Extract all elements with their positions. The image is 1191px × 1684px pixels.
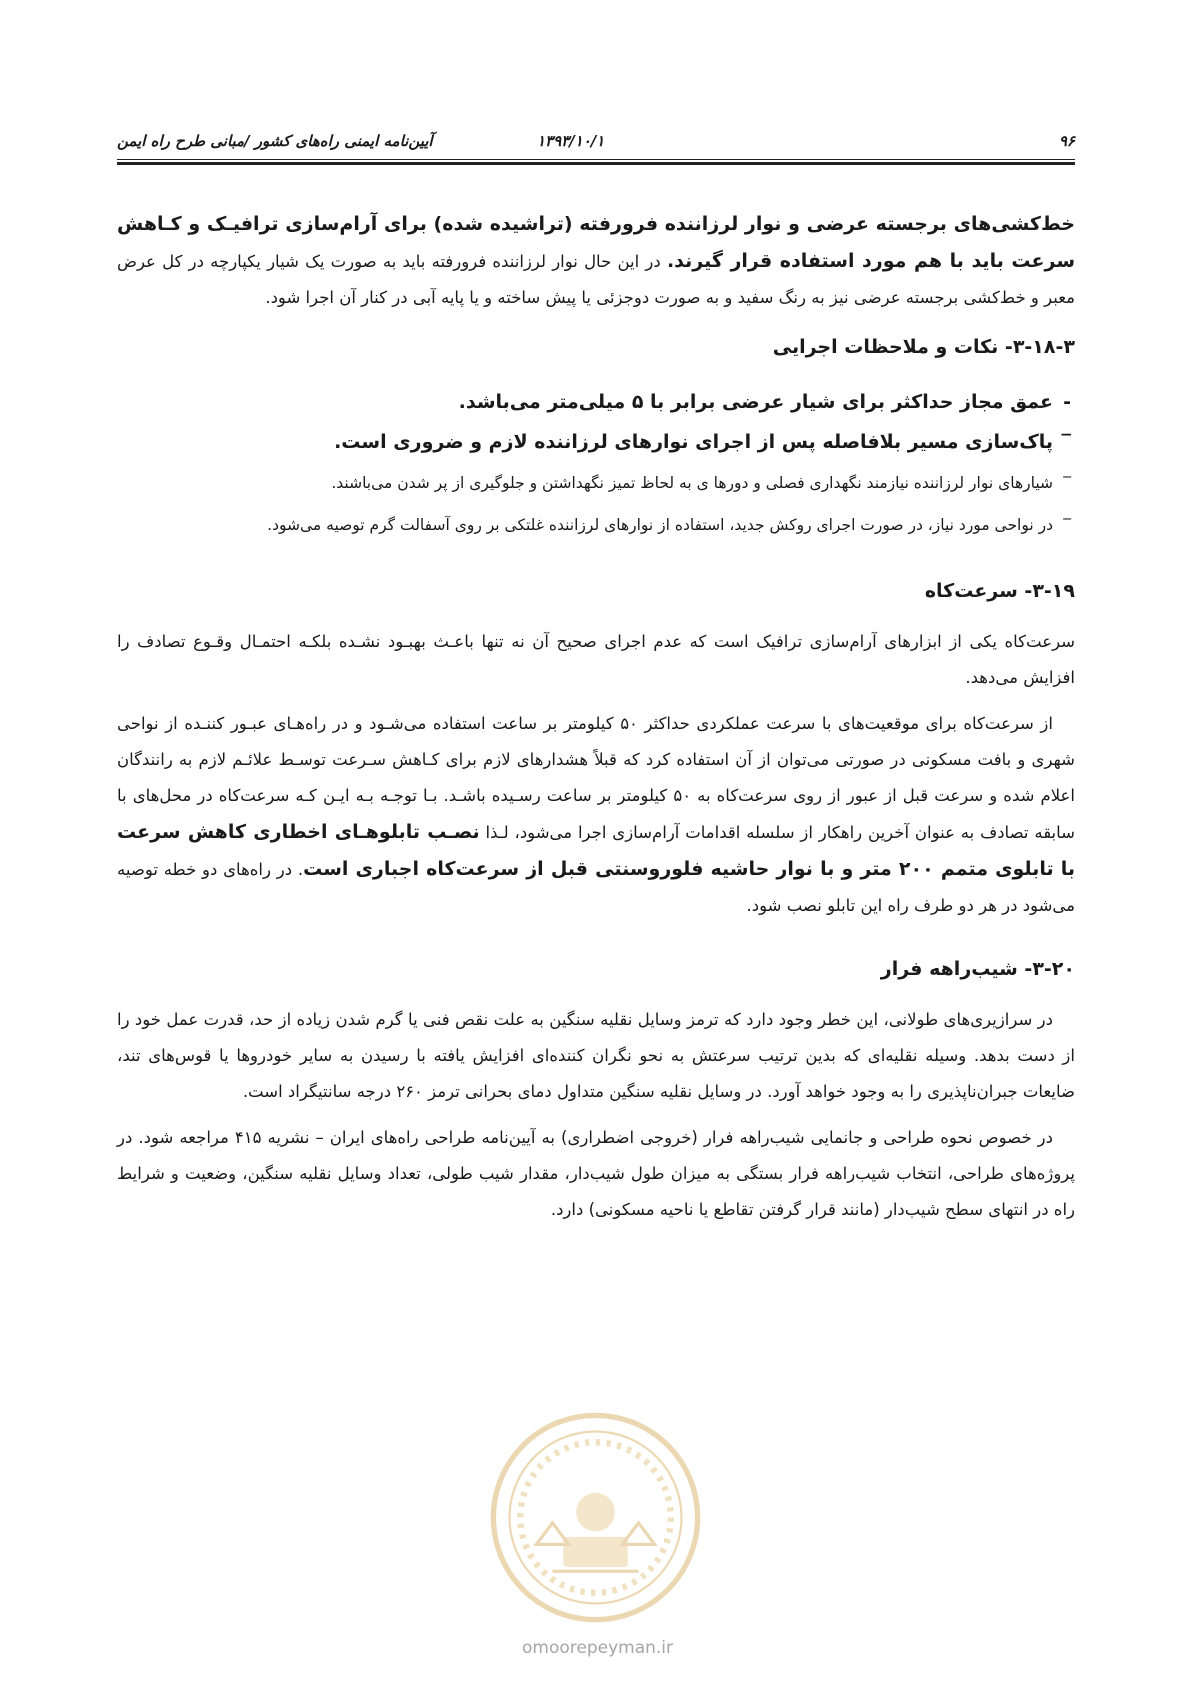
section-heading-18: ۳-۱۸-۳- نکات و ملاحظات اجرایی <box>772 336 1075 358</box>
speed-bump-tail-text: . در راه‌های دو خطه توصیه می‌شود در هر دو طرف راه این تابلو نصب شود. <box>117 860 1075 915</box>
bullet-dash: ‾ <box>1063 516 1071 534</box>
intro-text: در این حال نوار لرزاننده فرورفته باید به صورت یک شیار یکپارچه در کل عرض معبر و خط‌کشی برجسته عرضی نیز به رنگ سفید و به صورت دوجزئی یا پیش ساخته و یا پایه آبی در کنار آن اجرا شود. <box>117 252 1075 307</box>
list-item <box>117 462 1075 504</box>
running-header <box>117 128 1075 168</box>
speed-bump-text: از سرعت‌کاه برای موقعیت‌های با سرعت عملکردی حداکثر ۵۰ کیلومتر بر ساعت استفاده می‌شـود و در راه‌هـای عبـور کننـده از نواحی شهری و بافت مسکونی در صورتی می‌توان از آن استفاده کرد که قبلاً هشدارهای لازم برای کـاهش سـرعت توسـط علائـم لازم به رانندگان اعلام شده و سرعت قبل از عبور از روی سرعت‌کاه به ۵۰ کیلومتر بر ساعت رسـیده باشـد. بـا توجـه بـه ایـن کـه سرعت‌کاه در محل‌های با سابقه تصادف به عنوان آخرین راهکار از سلسله اقدامات آرام‌سازی اجرا می‌شود، لـذا <box>117 714 1075 842</box>
escape-ramp-paragraph-1: در سرازیری‌های طولانی، این خطر وجود دارد که ترمز وسایل نقلیه سنگین به علت نقص فنی یا گرم شدن زیاده از حد، قدرت عمل خود را از دست بدهد. وسیله نقلیه‌ای که بدین ترتیب سرعتش به نحو نگران کننده‌ای افزایش یافته با رسیدن به سایر خودروها یا قوس‌های تند، ضایعات جبران‌ناپذیری را به وجود خواهد آورد. در وسایل نقلیه سنگین متداول دمای بحرانی ترمز ۲۶۰ درجه سانتیگراد است. <box>117 1010 1075 1101</box>
list-item-text: پاک‌سازی مسیر بلافاصله پس از اجرای نوارهای لرزاننده لازم و ضروری است. <box>334 431 1053 453</box>
speed-bump-paragraph-1: سرعت‌کاه یکی از ابزارهای آرام‌سازی ترافیک است که عدم اجرای صحیح آن نه تنها باعـث بهبـود نشـده بلکـه احتمـال وقـوع تصادف را افزایش می‌دهد. <box>117 632 1075 687</box>
speed-bump-bold-text: نصـب تابلوهـای اخطاری کاهش سرعت با تابلوی متمم ۲۰۰ متر و با نوار حاشیه فلوروسنتی قبل از سرعت‌کاه اجباری است <box>117 821 1075 880</box>
header-rule-thin <box>117 159 1075 160</box>
list-item-text: شیارهای نوار لرزاننده نیازمند نگهداری فصلی و دورها ی به لحاظ تمیز نگهداشتن و جلوگیری از پر شدن می‌باشند. <box>331 474 1053 492</box>
page-number: ۹۶ <box>1058 132 1075 150</box>
intro-bold-text: خط‌کشی‌های برجسته عرضی و نوار لرزاننده فرورفته (تراشیده شده) برای آرام‌سازی ترافیـک و کـاهش سرعت باید با هم مورد استفاده قرار گیرند. <box>117 213 1075 272</box>
list-item <box>117 382 1075 422</box>
header-rule-thick <box>117 162 1075 165</box>
execution-notes-list <box>117 382 1075 546</box>
header-date: ۱۳۹۳/۱۰/۱ <box>537 132 605 150</box>
list-item <box>117 504 1075 546</box>
list-item <box>117 422 1075 462</box>
seal-logo-icon <box>488 1410 703 1625</box>
bullet-dash: - <box>1063 391 1071 413</box>
bullet-dash: ‾ <box>1061 431 1071 453</box>
page-content <box>117 206 1075 1238</box>
list-item-text: عمق مجاز حداکثر برای شیار عرضی برابر با ۵ میلی‌متر می‌باشد. <box>458 391 1053 413</box>
bullet-dash: ‾ <box>1063 474 1071 492</box>
speed-bump-paragraph-2 <box>117 706 1075 924</box>
list-item-text: در نواحی مورد نیاز، در صورت اجرای روکش جدید، استفاده از نوارهای لرزاننده غلتکی بر روی آسفالت گرم توصیه می‌شود. <box>267 516 1053 534</box>
section-heading-19: ۳-۱۹- سرعت‌کاه <box>924 580 1075 602</box>
intro-paragraph <box>117 206 1075 316</box>
escape-ramp-paragraph-2: در خصوص نحوه طراحی و جانمایی شیب‌راهه فرار (خروجی اضطراری) به آیین‌نامه طراحی راه‌های ایران – نشریه ۴۱۵ مراجعه شود. در پروژه‌های طراحی، انتخاب شیب‌راهه فرار بستگی به میزان طول شیب‌دار، مقدار شیب طولی، تعداد وسایل نقلیه سنگین، وضعیت و شرایط راه در انتهای سطح شیب‌دار (مانند قرار گرفتن تقاطع یا ناحیه مسکونی) دارد. <box>117 1128 1075 1219</box>
header-title: آیین‌نامه ایمنی راه‌های کشور /مبانی طرح راه ایمن <box>117 132 433 150</box>
section-heading-20: ۳-۲۰- شیب‌راهه فرار <box>880 958 1075 980</box>
watermark-url: omoorepeyman.ir <box>521 1638 674 1658</box>
